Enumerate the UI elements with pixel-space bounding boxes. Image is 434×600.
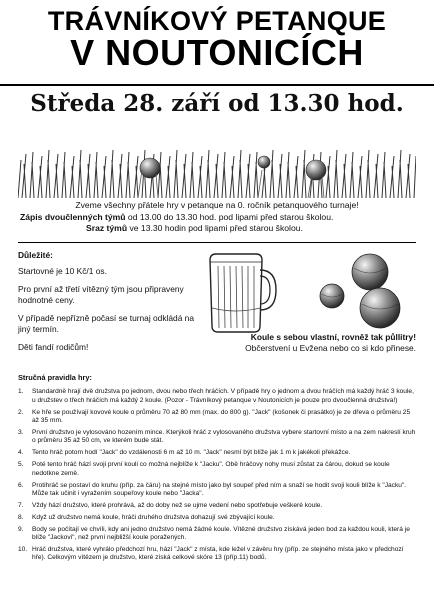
rule-number: 10. [18,546,28,553]
rule-text: První družstvo je vylosováno hozením mince. Kterýkoli hráč z vylosovaného družstva vybere startovní místo a na zem nakreslí kruh o průměru 35 až 50 cm, ve kterém bude stát. [32,429,416,445]
rules-heading: Stručná pravidla hry: [18,373,92,382]
entry-fee: Startovné je 10 Kč/1 os. [18,266,107,276]
rule-item [18,526,416,543]
meeting-label: Sraz týmů [86,223,128,233]
rule-item [18,546,416,563]
title-line-1: TRÁVNÍKOVÝ PETANQUE [47,6,387,36]
rule-item [18,409,416,426]
important-section [18,250,198,360]
bring-section [180,332,416,354]
rule-item [18,482,416,499]
rule-text: Když už družstvo nemá koule, hráči druhého družstva dohazují své zbývající koule. [32,513,275,521]
rule-text: Poté tento hráč hází svoji první kouli co možná nejblíže k "Jacku". Obě hráčovy nohy musí zůstat za čárou, dokud se koule nedotkne země. [32,461,390,477]
registration-label: Zápis dvoučlenných týmů [20,211,126,222]
intro-divider [18,242,416,243]
rule-text: Hráč družstva, které vyhrálo předchozí hru, hází "Jack" z místa, kde ležel v závěru hry (příp. ze stejného místa jako v předchozí hře). Celkovým vítězem je družstvo, které získá celkové skóre 13 (příp.11) bodů. [32,546,404,562]
meeting-time: ve 13.30 hodin pod lipami před starou školou. [127,223,303,233]
rule-number: 5. [18,461,24,469]
rule-item [18,388,416,405]
rule-item [18,449,416,457]
rule-text: Standardně hrají dvě družstva po jednom, dvou nebo třech hráčích. V případě hry o jednom a dvou hráčích má každý hráč 3 koule, u družstev o třech hráčích má každý 2 koule. (Pozor - Trávníkový petanque v Noutonicích je pouze pro dvoučlenná družstva!) [32,388,414,404]
rule-text: Protihráč se postaví do kruhu (příp. za čáru) na stejné místo jako byl soupeř před ním a snaží se hodit svoji kouli blíže k "Jacku". Může tak učinit i vyražením soupeřovy koule nebo "Jacka". [32,481,407,497]
event-date: Středa 28. září od 13.30 hod. [30,90,404,117]
rule-number: 2. [18,408,24,416]
bring-line-2: Občerstvení u Evžena nebo co si kdo přinese. [245,343,416,353]
bring-line-1: Koule s sebou vlastní, rovněž tak půllitry! [250,332,416,342]
intro-line-1: Zveme všechny přátele hry v petanque na 0. ročník petanquového turnaje! [75,200,359,210]
intro-line-2 [0,212,434,224]
rule-item [18,429,416,446]
rule-item [18,514,416,522]
rule-number: 8. [18,513,24,521]
intro-line-3 [0,223,434,235]
rule-number: 3. [18,429,24,437]
rules-section [18,374,416,566]
rule-text: Vždy hází družstvo, které prohrává, až do doby než se ujme vedení nebo spotřebuje veškeré koule. [32,501,323,509]
rule-number: 1. [18,388,24,396]
prizes-note: Pro první až třetí vítězný tým jsou připraveny hodnotné ceny. [18,284,184,305]
rule-number: 6. [18,481,24,489]
rule-number: 4. [18,449,24,457]
petanque-balls-icon [296,248,416,334]
important-label: Důležité: [18,250,53,260]
rule-text: Tento hráč potom hodí "Jack" do vzdálenosti 6 m až 10 m. "Jack" nesmí být blíže jak 1 m k jakékoli překážce. [32,449,351,457]
rules-list [18,388,416,562]
kids-note: Děti fandí rodičům! [18,342,89,352]
intro-text [0,200,434,235]
registration-time: od 13.00 do 13.30 hod. pod lipami před starou školou. [125,211,334,222]
title-line-2: V NOUTONICÍCH [70,32,364,73]
rule-text: Ke hře se používají kovové koule o průměru 70 až 80 mm (max. do 800 g). "Jack" (košonek či prasátko) je ze dřeva o průměru 25 až 35 mm. [32,408,411,425]
rule-number: 7. [18,501,24,509]
rule-number: 9. [18,525,24,533]
rule-item [18,461,416,478]
beer-mug-icon [200,246,280,336]
rule-text: Body se počítají ve chvíli, kdy ani jedno družstvo nemá žádné koule. Vítězné družstvo získává jeden bod za každou kouli, která je blíže "Jackovi", než první nejbližší koule poražených. [32,525,410,542]
weather-note: V případě nepřízně počasí se turnaj odkládá na jiný termín. [18,313,194,334]
grass-balls-illustration [18,140,416,198]
rule-item [18,502,416,510]
title-divider [0,84,434,86]
